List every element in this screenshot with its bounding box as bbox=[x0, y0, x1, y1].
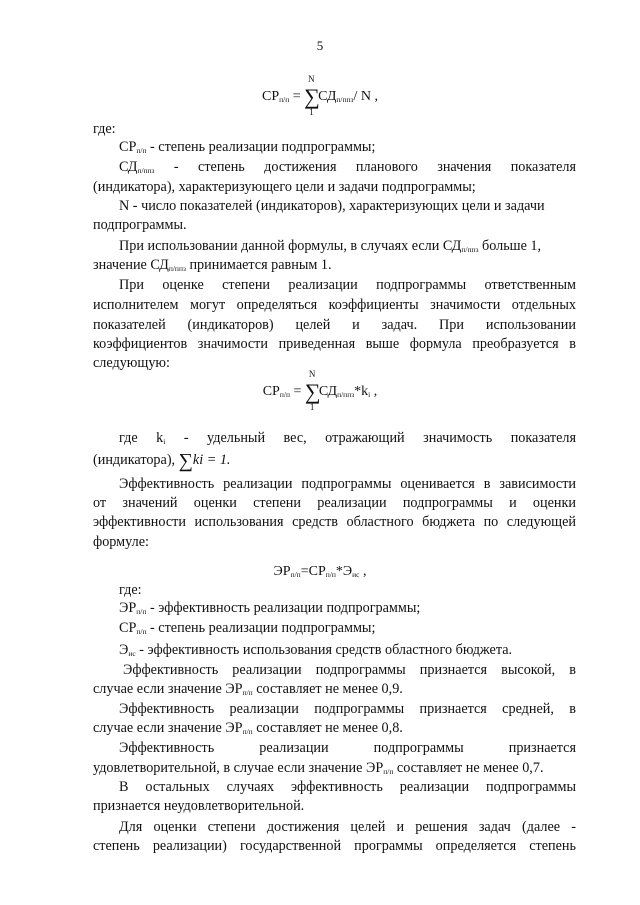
para-text: составляет не менее 0,8. bbox=[252, 720, 403, 736]
def-text: - эффективность использования средств областного бюджета. bbox=[135, 642, 513, 658]
formula-equals: = bbox=[292, 89, 301, 104]
formula-end: , bbox=[370, 384, 378, 399]
def-symbol-sub: п/п bbox=[136, 627, 147, 636]
def-text: - эффективность реализации подпрограммы; bbox=[146, 600, 421, 616]
definition-k-line1 bbox=[119, 428, 576, 452]
formula-term: СД bbox=[318, 89, 337, 104]
formula-lhs-sub: п/п bbox=[290, 570, 301, 579]
para-efficiency-line3: эффективности использования средств областного бюджета по следующей bbox=[93, 514, 576, 530]
para-coefficients-line3: показателей (индикаторов) целей и задач. При использовании bbox=[93, 317, 576, 333]
def-symbol: СР bbox=[119, 620, 137, 636]
def-text: (индикатора), bbox=[93, 452, 176, 468]
def-symbol-sub: п/п bbox=[136, 146, 147, 155]
sum-lower: 1 bbox=[309, 401, 315, 412]
para-sub: п/ппз bbox=[461, 245, 479, 254]
def-text: где k bbox=[119, 430, 164, 446]
para-assessment-line1: Для оценки степени достижения целей и решения задач (далее - bbox=[119, 819, 576, 835]
formula-tail-sub: i bbox=[368, 390, 371, 399]
formula-equals: = bbox=[300, 564, 309, 579]
para-efficiency-line4: формуле: bbox=[93, 534, 149, 550]
def-symbol-sub: п/п bbox=[136, 607, 147, 616]
formula-term: Э bbox=[342, 564, 353, 579]
formula-term: СР bbox=[308, 564, 326, 579]
para-coefficients-line1: При оценке степени реализации подпрограммы ответственным bbox=[119, 277, 576, 293]
def-symbol-sub: п/ппз bbox=[137, 166, 155, 175]
formula-multiply: * bbox=[335, 564, 343, 579]
def-symbol: Э bbox=[119, 642, 129, 658]
formula-term-sub: п/ппз bbox=[336, 95, 354, 104]
para-sub: п/п bbox=[383, 767, 394, 776]
para-unsatisfactory-line2: признается неудовлетворительной. bbox=[93, 798, 305, 814]
para-satisfactory-line1: Эффективность реализации подпрограммы признается bbox=[119, 740, 576, 756]
formula-lhs: СР bbox=[262, 89, 280, 104]
para-text: составляет не менее 0,7. bbox=[393, 760, 544, 776]
para-text: случае если значение ЭР bbox=[93, 681, 243, 697]
para-coefficients-line2: исполнителем могут определяться коэффициенты значимости отдельных bbox=[93, 297, 576, 313]
para-text: составляет не менее 0,9. bbox=[252, 681, 403, 697]
para-efficiency-line2: от значений оценки степени реализации подпрограммы и оценки bbox=[93, 495, 576, 511]
formula-tail: *k bbox=[354, 384, 369, 399]
para-text: удовлетворительной, в случае если значение ЭР bbox=[93, 760, 384, 776]
formula-term-sub: п/п bbox=[325, 570, 336, 579]
definition-cp2 bbox=[119, 618, 375, 642]
formula-term-sub: п/ппз bbox=[337, 390, 355, 399]
sum-symbol: ∑ bbox=[178, 450, 193, 472]
para-high-line1: Эффективность реализации подпрограммы признается высокой, в bbox=[123, 662, 576, 678]
para-sub: п/п bbox=[242, 727, 253, 736]
formula-end: , bbox=[359, 564, 367, 579]
def-text: - степень реализации подпрограммы; bbox=[146, 620, 376, 636]
para-sub: п/ппз bbox=[168, 264, 186, 273]
para-text: больше 1, bbox=[478, 238, 542, 254]
para-text: При использовании данной формулы, в случаях если СД bbox=[119, 238, 462, 254]
para-text: случае если значение ЭР bbox=[93, 720, 243, 736]
para-efficiency-line1: Эффективность реализации подпрограммы оценивается в зависимости bbox=[119, 476, 576, 492]
page-number: 5 bbox=[316, 38, 324, 53]
where-label-1: где: bbox=[93, 121, 116, 137]
formula-subprogram-realization bbox=[0, 73, 640, 117]
def-symbol-sub: ис bbox=[128, 649, 136, 658]
formula-lhs: СР bbox=[262, 384, 280, 399]
para-unsatisfactory-line1: В остальных случаях эффективность реализации подпрограммы bbox=[119, 779, 576, 795]
def-sub: i bbox=[163, 437, 166, 446]
formula-term-sub: ис bbox=[352, 570, 360, 579]
formula-term: СД bbox=[318, 384, 338, 399]
def-text: - удельный вес, отражающий значимость показателя bbox=[165, 430, 576, 446]
def-symbol: СР bbox=[119, 139, 137, 155]
definition-k-line2 bbox=[93, 450, 576, 471]
def-text: - степень достижения планового значения показателя bbox=[173, 159, 576, 175]
sum-upper: N bbox=[308, 368, 316, 379]
para-coefficients-line5: следующую: bbox=[93, 355, 170, 371]
formula-lhs-sub: п/п bbox=[279, 95, 290, 104]
formula-weighted-realization bbox=[0, 368, 640, 412]
para-medium-line1: Эффективность реализации подпрограммы признается средней, в bbox=[119, 701, 576, 717]
where-label-2: где: bbox=[119, 582, 142, 598]
formula-efficiency bbox=[0, 562, 640, 585]
formula-equals: = bbox=[293, 384, 302, 399]
def-symbol: ЭР bbox=[119, 600, 137, 616]
formula-lhs-sub: п/п bbox=[279, 390, 290, 399]
definition-n-line2: подпрограммы. bbox=[93, 217, 187, 233]
para-assessment-line2: степень реализации) государственной программы определяется степень bbox=[93, 838, 576, 854]
para-sub: п/п bbox=[242, 688, 253, 697]
def-symbol: СД bbox=[119, 159, 138, 175]
sum-upper: N bbox=[308, 73, 315, 84]
sum-symbol: ∑ N 1 bbox=[304, 73, 320, 117]
def-text: - степень реализации подпрограммы; bbox=[150, 139, 376, 155]
definition-cd-line2: (индикатора), характеризующего цели и задачи подпрограммы; bbox=[93, 179, 476, 195]
formula-tail: / N , bbox=[353, 89, 378, 104]
para-coefficients-line4: коэффициентов значимости приведенная выше формула преобразуется в bbox=[93, 336, 576, 352]
para-text: принимается равным 1. bbox=[185, 257, 332, 273]
formula-lhs: ЭР bbox=[273, 564, 291, 579]
sum-expression: ki = 1. bbox=[192, 452, 231, 468]
para-text: значение СД bbox=[93, 257, 169, 273]
sum-symbol: ∑ N 1 bbox=[304, 368, 321, 412]
sum-lower: 1 bbox=[309, 106, 314, 117]
definition-n-line1: N - число показателей (индикаторов), характеризующих цели и задачи bbox=[119, 198, 545, 214]
